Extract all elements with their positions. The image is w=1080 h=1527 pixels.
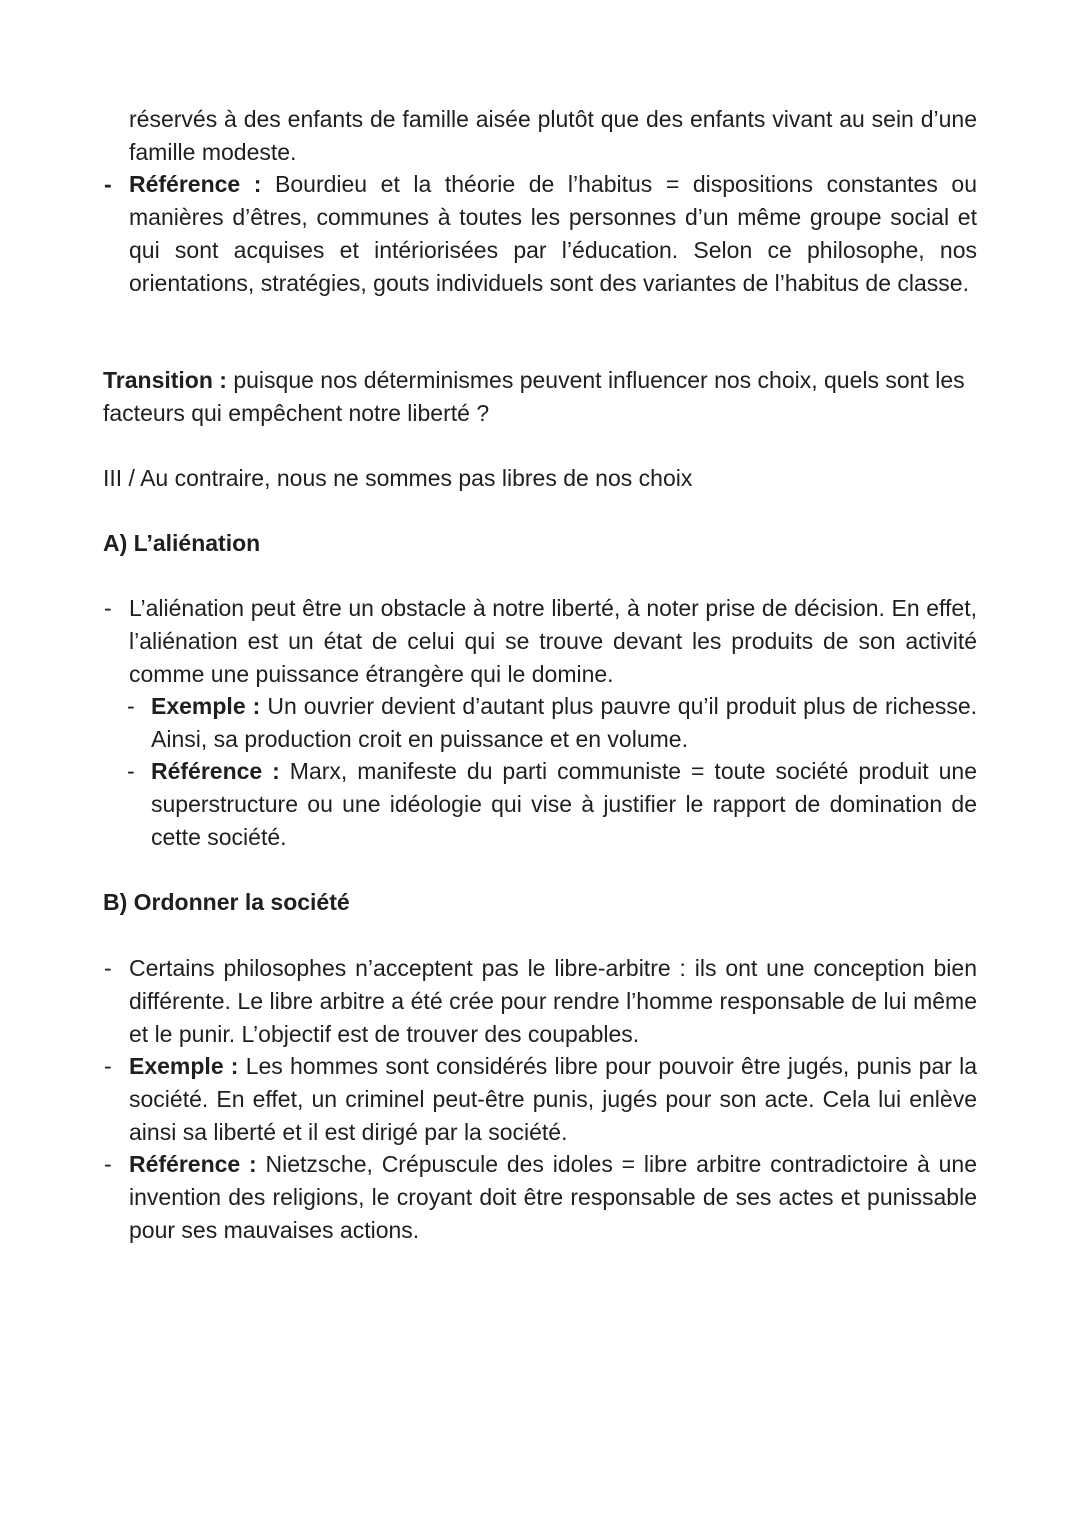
reference-text: Marx, manifeste du parti communiste = toute société produit une superstructure ou une idéologie qui vise à justifier le rapport de domination de cette société. [151,758,977,850]
reference-bourdieu [129,168,977,300]
part-three-title: III / Au contraire, nous ne sommes pas libres de nos choix [103,465,693,491]
reference-label: Référence : [129,1151,257,1177]
bullet-dash: - [104,1151,112,1177]
section-a-reference [151,755,977,854]
bullet-dash: - [104,171,112,197]
transition-paragraph [103,364,973,430]
section-a-point: L’aliénation peut être un obstacle à notre liberté, à noter prise de décision. En effet, l’aliénation est un état de celui qui se trouve devant les produits de son activité comme une puissance étrangère qui le domine. [129,595,977,687]
reference-text: Bourdieu et la théorie de l’habitus = dispositions constantes ou manières d’êtres, communes à toutes les personnes d’un même groupe social et qui sont acquises et intériorisées par l’éducation. Selon ce philosophe, nos orientations, stratégies, gouts individuels sont des variantes de l’habitus de classe. [129,171,977,296]
bullet-dash: - [104,955,112,981]
section-b-example [129,1050,977,1149]
section-a-heading: A) L’aliénation [103,530,261,556]
bullet-dash: - [104,595,112,621]
reference-label: Référence : [151,758,280,784]
transition-label: Transition : [103,367,227,393]
section-b-heading: B) Ordonner la société [103,889,350,915]
example-text: Les hommes sont considérés libre pour pouvoir être jugés, punis par la société. En effet, un criminel peut-être punis, jugés pour son acte. Cela lui enlève ainsi sa liberté et il est dirigé par la société. [129,1053,978,1145]
example-text: Un ouvrier devient d’autant plus pauvre qu’il produit plus de richesse. Ainsi, sa production croit en puissance et en volume. [151,693,978,752]
example-label: Exemple : [151,693,261,719]
section-b-reference [129,1148,977,1247]
section-b-point: Certains philosophes n’acceptent pas le libre-arbitre : ils ont une conception bien différente. Le libre arbitre a été crée pour rendre l’homme responsable de lui même et le punir. L’objectif est de trouver des coupables. [129,955,977,1047]
bullet-dash: - [127,758,135,784]
section-a-example [151,690,977,756]
transition-text: puisque nos déterminismes peuvent influencer nos choix, quels sont les facteurs qui empêchent notre liberté ? [103,367,965,426]
reference-label: Référence : [129,171,262,197]
bullet-dash: - [104,1053,112,1079]
continuation-paragraph: réservés à des enfants de famille aisée plutôt que des enfants vivant au sein d’une famille modeste. [129,106,977,165]
reference-text: Nietzsche, Crépuscule des idoles = libre arbitre contradictoire à une invention des religions, le croyant doit être responsable de ses actes et punissable pour ses mauvaises actions. [129,1151,978,1243]
bullet-dash: - [127,693,135,719]
example-label: Exemple : [129,1053,239,1079]
